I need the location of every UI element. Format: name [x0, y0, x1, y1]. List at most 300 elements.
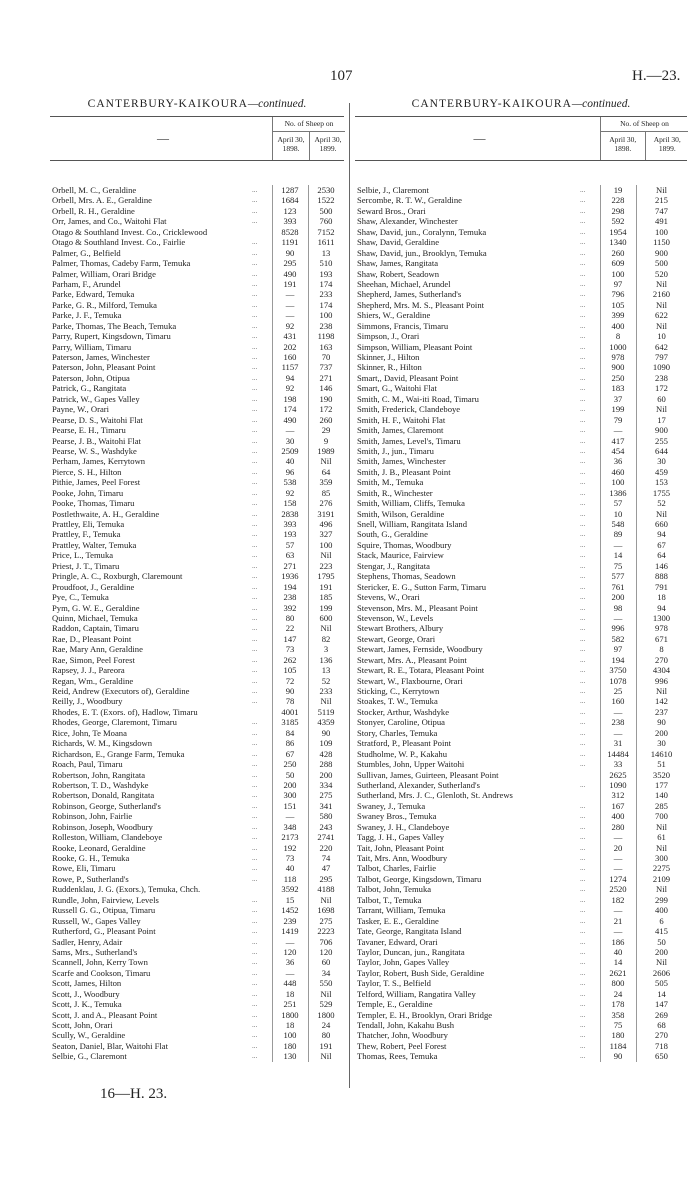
table-row [50, 456, 344, 466]
sheep-1899: 172 [319, 404, 333, 415]
table-row [50, 665, 344, 675]
owner-name: Stocker, Arthur, Washdyke [357, 706, 450, 717]
leader-dots: ... [580, 634, 586, 643]
sheep-1899: 459 [655, 466, 668, 477]
table-row [355, 707, 687, 717]
sheep-1898: 1452 [281, 905, 299, 916]
leader-dots: ... [252, 373, 258, 382]
leader-dots: ... [252, 186, 258, 194]
table-header [355, 116, 687, 161]
table-row [355, 415, 687, 425]
leader-dots: ... [252, 791, 258, 800]
sheep-1898: 298 [611, 205, 625, 216]
leader-dots: ... [252, 290, 258, 299]
sheep-1899: 978 [655, 623, 668, 634]
table-row [50, 749, 344, 759]
sheep-1898: 24 [613, 988, 623, 999]
sheep-1899: 215 [655, 195, 668, 206]
owner-name: Sheehan, Michael, Arundel [357, 278, 451, 289]
sheep-1899: 505 [655, 978, 668, 989]
table-row [50, 655, 344, 665]
table-row [50, 561, 344, 571]
sheep-1899: 147 [655, 999, 668, 1010]
sheep-1899: 510 [319, 258, 333, 269]
owner-name: Rhodes, E. T. (Exors. of), Hadlow, Timaru [52, 706, 198, 717]
owner-name: Stevenson, W., Levels [357, 612, 434, 623]
sheep-1899: Nil [656, 404, 667, 415]
sheep-1899: 14 [657, 988, 666, 999]
table-row [355, 425, 687, 435]
table-row [50, 874, 344, 884]
table-row [355, 863, 687, 873]
sheep-1899: 737 [319, 362, 333, 373]
table-row [355, 269, 687, 279]
owner-name: Tagg, J. H., Gapes Valley [357, 832, 445, 843]
leader-dots: ... [580, 551, 586, 560]
owner-name: Pierce, S. H., Hilton [52, 466, 122, 477]
owner-name: Seward Bros., Orari [357, 205, 426, 216]
leader-dots: ... [580, 979, 586, 988]
owner-name: Shiers, W., Geraldine [357, 310, 431, 321]
sheep-1899: 300 [655, 853, 668, 863]
owner-name: Parke, Thomas, The Beach, Temuka [52, 320, 177, 331]
sheep-1899: 996 [655, 675, 668, 686]
owner-name: Orbell, R. H., Geraldine [52, 205, 135, 216]
sheep-1898: 271 [283, 560, 297, 571]
sheep-1899: 94 [657, 529, 666, 540]
leader-dots: ... [252, 415, 258, 424]
leader-dots: ... [580, 645, 586, 654]
sheep-1898: 280 [611, 821, 625, 832]
owner-name: Rooke, Leonard, Geraldine [52, 842, 146, 853]
sheep-1898: 182 [611, 894, 625, 905]
sheep-1898: 151 [283, 800, 297, 811]
sheep-1898: — [285, 299, 295, 310]
sheep-1898: 40 [285, 456, 295, 467]
sheep-1899: 276 [319, 498, 333, 509]
owner-name: Pithie, James, Peel Forest [52, 477, 141, 488]
sheep-1899: 2160 [652, 289, 671, 300]
owner-name: Scott, J. and A., Pleasant Point [52, 1009, 158, 1020]
owner-name: Stevens, W., Orari [357, 592, 420, 603]
sheep-1899: 146 [655, 560, 668, 571]
leader-dots: ... [252, 300, 258, 309]
sheep-1898: 80 [285, 612, 295, 623]
sheep-1898: 33 [613, 759, 623, 770]
owner-name: Orbell, M. C., Geraldine [52, 185, 137, 195]
leader-dots: ... [252, 530, 258, 539]
sheep-1898: — [613, 539, 623, 550]
leader-dots: ... [252, 436, 258, 445]
group-header: No. of Sheep on [601, 117, 688, 132]
sheep-1899: Nil [320, 623, 332, 634]
sheep-1899: 1150 [653, 237, 670, 248]
table-row [355, 446, 687, 456]
owner-name: Rapsey, J. J., Pareora [52, 665, 125, 676]
leader-dots: ... [252, 1000, 258, 1009]
sheep-1899: 52 [321, 675, 331, 686]
sheep-1898: 10 [613, 508, 623, 519]
table-row [50, 352, 344, 362]
leader-dots: ... [580, 1000, 586, 1009]
owner-name: Stewart Brothers, Albury [357, 623, 444, 634]
leader-dots: ... [252, 645, 258, 654]
owner-name: Pooke, Thomas, Timaru [52, 498, 135, 509]
sheep-1899: 34 [321, 967, 331, 978]
sheep-1898: 238 [283, 592, 297, 603]
owner-name: Richardson, E., Grange Farm, Temuka [52, 748, 185, 759]
sheep-1899: 275 [319, 790, 333, 801]
owner-name: Stonyer, Caroline, Otipua [357, 717, 445, 728]
owner-name: Selbie, G., Claremont [52, 1051, 127, 1062]
table-row [355, 289, 687, 299]
table-row [355, 832, 687, 842]
sheep-1899: 400 [655, 905, 668, 916]
sheep-1898: 191 [283, 278, 297, 289]
left-table [50, 98, 344, 1062]
sheep-1899: Nil [656, 686, 667, 696]
owner-name: Selbie, J., Claremont [357, 185, 429, 195]
sheep-1899: 191 [319, 1040, 333, 1051]
table-row [50, 1051, 344, 1061]
leader-dots: ... [580, 248, 586, 257]
table-row [50, 780, 344, 790]
sheep-1898: 392 [283, 602, 297, 613]
leader-dots: ... [252, 394, 258, 403]
owner-name: Simpson, William, Pleasant Point [357, 341, 473, 352]
table-row [50, 801, 344, 811]
sheep-1899: 747 [655, 205, 668, 216]
table-row [355, 759, 687, 769]
sheep-1899: 255 [655, 435, 668, 446]
sheep-1898: 2625 [609, 769, 627, 780]
table-row [355, 498, 687, 508]
table-row [355, 978, 687, 988]
sheep-1899: 163 [319, 341, 333, 352]
leader-dots: ... [580, 457, 586, 466]
sheep-1899: 5119 [317, 706, 335, 717]
sheep-1898: 358 [611, 1009, 625, 1020]
owner-name: Smith, James, Claremont [357, 425, 444, 436]
sheep-1898: 460 [611, 466, 625, 477]
table-row [355, 216, 687, 226]
sheep-1898: 78 [285, 696, 295, 707]
owner-name: Prattley, Eli, Temuka [52, 519, 125, 529]
sheep-1898: 417 [611, 435, 625, 446]
sheep-1898: 592 [611, 216, 625, 227]
leader-dots: ... [252, 217, 258, 226]
table-row [50, 1030, 344, 1040]
leader-dots: ... [580, 186, 586, 194]
owner-name: Smith, James, Level's, Timaru [357, 435, 461, 446]
owner-name: Reilly, J., Woodbury [52, 696, 123, 707]
table-row [50, 394, 344, 404]
sheep-1899: 52 [657, 498, 666, 509]
sheep-1899: 1800 [317, 1009, 335, 1020]
owner-name: Smart, G., Waitohi Flat [357, 383, 437, 394]
leader-dots: ... [252, 687, 258, 695]
table-row [355, 185, 687, 195]
table-row [355, 436, 687, 446]
owner-name: Parry, William, Timaru [52, 341, 132, 352]
sheep-1898: 92 [285, 320, 295, 331]
owner-name: Price, L., Temuka [52, 550, 114, 561]
table-row [355, 1030, 687, 1040]
table-row [355, 331, 687, 341]
table-row [355, 623, 687, 633]
table-row [355, 947, 687, 957]
owner-name: Robinson, John, Fairlie [52, 811, 133, 822]
sheep-1898: 94 [285, 372, 295, 383]
sheep-1899: 67 [657, 539, 666, 550]
leader-dots: ... [252, 311, 258, 320]
table-row [355, 571, 687, 581]
leader-dots: ... [252, 1010, 258, 1019]
table-row [50, 989, 344, 999]
table-row [50, 446, 344, 456]
sheep-1898: 312 [611, 790, 625, 801]
owner-name: Shepherd, Mrs. M. S., Pleasant Point [357, 299, 484, 310]
sheep-1898: 295 [283, 258, 297, 269]
leader-dots: ... [580, 269, 586, 278]
leader-dots: ... [580, 227, 586, 236]
leader-dots: ... [580, 279, 586, 288]
sheep-1898: 67 [285, 748, 295, 759]
table-row [50, 770, 344, 780]
leader-dots: ... [580, 540, 586, 549]
owner-name: Squire, Thomas, Woodbury [357, 539, 452, 550]
table-row [355, 258, 687, 268]
table-row [355, 801, 687, 811]
sheep-1899: 140 [655, 790, 668, 801]
leader-dots: ... [580, 488, 586, 497]
table-row [355, 279, 687, 289]
sheep-1899: 82 [321, 633, 331, 644]
leader-dots: ... [580, 1041, 586, 1050]
table-row [355, 352, 687, 362]
table-row [50, 289, 344, 299]
owner-name: Parke, G. R., Milford, Temuka [52, 299, 157, 310]
table-row [355, 676, 687, 686]
table-row [50, 362, 344, 372]
table-row [50, 905, 344, 915]
table-row [50, 853, 344, 863]
leader-dots: ... [580, 593, 586, 602]
sheep-1899: Nil [656, 299, 667, 310]
table-row [50, 227, 344, 237]
table-row [355, 1010, 687, 1020]
leader-dots: ... [580, 1031, 586, 1040]
owner-name: Rae, Simon, Peel Forest [52, 654, 135, 665]
sheep-1898: 1191 [281, 237, 299, 248]
sheep-1899: 74 [321, 853, 331, 863]
table-row [355, 540, 687, 550]
section-title [50, 98, 344, 116]
leader-dots: ... [580, 885, 586, 894]
table-row [50, 582, 344, 592]
table-row [50, 477, 344, 487]
sheep-1899: 120 [319, 946, 333, 957]
table-row [355, 310, 687, 320]
sheep-1899: 61 [657, 832, 666, 843]
sheep-1898: 399 [611, 310, 625, 321]
table-row [50, 603, 344, 613]
owner-name: Russell, W., Gapes Valley [52, 915, 141, 926]
table-row [50, 331, 344, 341]
sheep-1898: 250 [283, 759, 297, 770]
sheep-1898: 431 [283, 331, 297, 342]
sheep-1899: 334 [319, 779, 333, 790]
leader-dots: ... [252, 384, 258, 393]
owner-name: Sams, Mrs., Sutherland's [52, 946, 138, 957]
leader-dots: ... [252, 676, 258, 685]
leader-dots: ... [252, 488, 258, 497]
table-row [355, 1041, 687, 1051]
table-row [355, 1051, 687, 1061]
sheep-1898: 183 [611, 383, 625, 394]
sheep-1899: 64 [321, 466, 331, 477]
sheep-1898: 393 [283, 216, 297, 227]
table-row [50, 550, 344, 560]
leader-dots: ... [252, 760, 258, 769]
leader-dots: ... [252, 749, 258, 758]
owner-name: Scott, John, Orari [52, 1020, 113, 1030]
sheep-1898: 200 [611, 592, 625, 603]
name-column-header: — [157, 131, 169, 145]
table-row [50, 832, 344, 842]
leader-dots: ... [252, 613, 258, 622]
leader-dots: ... [580, 707, 586, 716]
owner-name: Snell, William, Rangitata Island [357, 519, 468, 529]
owner-name: Shepherd, James, Sutherland's [357, 289, 462, 300]
sheep-1899: 622 [655, 310, 668, 321]
sheep-1898: — [613, 853, 623, 863]
table-row [355, 884, 687, 894]
sheep-1899: 2741 [317, 832, 335, 843]
owner-name: Reid, Andrew (Executors of), Geraldine [52, 686, 190, 696]
table-row [50, 686, 344, 696]
sheep-1898: 22 [285, 623, 295, 634]
sheep-1899: 233 [319, 686, 333, 696]
sheep-1898: 238 [611, 717, 625, 728]
owner-name: Shaw, David, jun., Brooklyn, Temuka [357, 247, 487, 258]
owner-name: Rhodes, George, Claremont, Timaru [52, 717, 177, 728]
sheep-1898: 18 [285, 988, 295, 999]
leader-dots: ... [252, 561, 258, 570]
sheep-1899: 271 [319, 372, 333, 383]
leader-dots: ... [580, 916, 586, 925]
table-row [50, 947, 344, 957]
table-row [50, 185, 344, 195]
sheep-1899: 199 [319, 602, 333, 613]
table-row [50, 895, 344, 905]
table-row [355, 456, 687, 466]
sheep-1899: 223 [319, 560, 333, 571]
leader-dots: ... [580, 196, 586, 205]
leader-dots: ... [252, 279, 258, 288]
sheep-1898: 180 [283, 1040, 297, 1051]
leader-dots: ... [580, 739, 586, 748]
sheep-1898: 577 [611, 571, 625, 582]
leader-dots: ... [252, 478, 258, 487]
leader-dots: ... [252, 405, 258, 414]
sheep-1898: 20 [613, 842, 623, 853]
owner-name: Stewart, W., Flaxbourne, Orari [357, 675, 463, 686]
table-row [355, 738, 687, 748]
leader-dots: ... [252, 446, 258, 455]
sheep-1898: 118 [283, 873, 297, 884]
sheep-1899: 269 [655, 1009, 668, 1020]
sheep-1898: 200 [283, 779, 297, 790]
table-row [50, 811, 344, 821]
leader-dots: ... [580, 373, 586, 382]
owner-name: Stoakes, T. W., Temuka [357, 696, 438, 707]
sheep-1899: 68 [657, 1020, 666, 1030]
sheep-1899: 60 [657, 393, 666, 404]
owner-name: Thatcher, John, Woodbury [357, 1030, 448, 1041]
owner-name: Telford, William, Rangatira Valley [357, 988, 476, 999]
owner-name: Regan, Wm., Geraldine [52, 675, 134, 686]
leader-dots: ... [580, 582, 586, 591]
owner-name: Swaney, J., Temuka [357, 800, 426, 811]
table-row [50, 822, 344, 832]
sheep-1899: 29 [321, 425, 331, 436]
table-row [355, 509, 687, 519]
owner-name: Smith, M., Temuka [357, 477, 424, 488]
owner-name: Smith, Wilson, Geraldine [357, 508, 445, 519]
owner-name: Palmer, Thomas, Cadeby Farm, Temuka [52, 258, 191, 269]
section-title-suffix: —continued. [571, 98, 631, 110]
leader-dots: ... [252, 854, 258, 862]
table-row [50, 383, 344, 393]
sheep-1898: 84 [285, 727, 295, 738]
leader-dots: ... [252, 906, 258, 915]
sheep-1898: 250 [611, 372, 625, 383]
table-row [355, 937, 687, 947]
sheep-1899: 13 [321, 247, 331, 258]
sheep-1898: 100 [611, 268, 625, 279]
table-row [50, 644, 344, 654]
table-row [50, 269, 344, 279]
sheep-1899: 85 [321, 487, 331, 498]
table-row [355, 477, 687, 487]
table-row [50, 613, 344, 623]
owner-name: Simpson, J., Orari [357, 331, 420, 342]
table-row [50, 728, 344, 738]
section-title-text: CANTERBURY-KAIKOURA [87, 98, 248, 110]
leader-dots: ... [252, 426, 258, 435]
leader-dots: ... [580, 467, 586, 476]
sheep-1898: 90 [613, 1051, 623, 1062]
leader-dots: ... [252, 812, 258, 821]
leader-dots: ... [580, 415, 586, 424]
sheep-1898: 3750 [609, 665, 627, 676]
owner-name: Story, Charles, Temuka [357, 727, 438, 738]
leader-dots: ... [580, 718, 586, 727]
sheep-1899: 260 [319, 414, 333, 425]
leader-dots: ... [252, 874, 258, 883]
sheep-1899: 153 [655, 477, 668, 488]
sheep-1899: 142 [655, 696, 668, 707]
sheep-1898: 96 [285, 466, 295, 477]
leader-dots: ... [580, 989, 586, 998]
leader-dots: ... [580, 436, 586, 445]
sheep-1898: 239 [283, 915, 297, 926]
leader-dots: ... [580, 958, 586, 967]
owner-name: Tendall, John, Kakahu Bush [357, 1020, 455, 1030]
owner-name: Stewart, James, Fernside, Woodbury [357, 644, 483, 655]
sheep-1899: Nil [656, 320, 667, 331]
